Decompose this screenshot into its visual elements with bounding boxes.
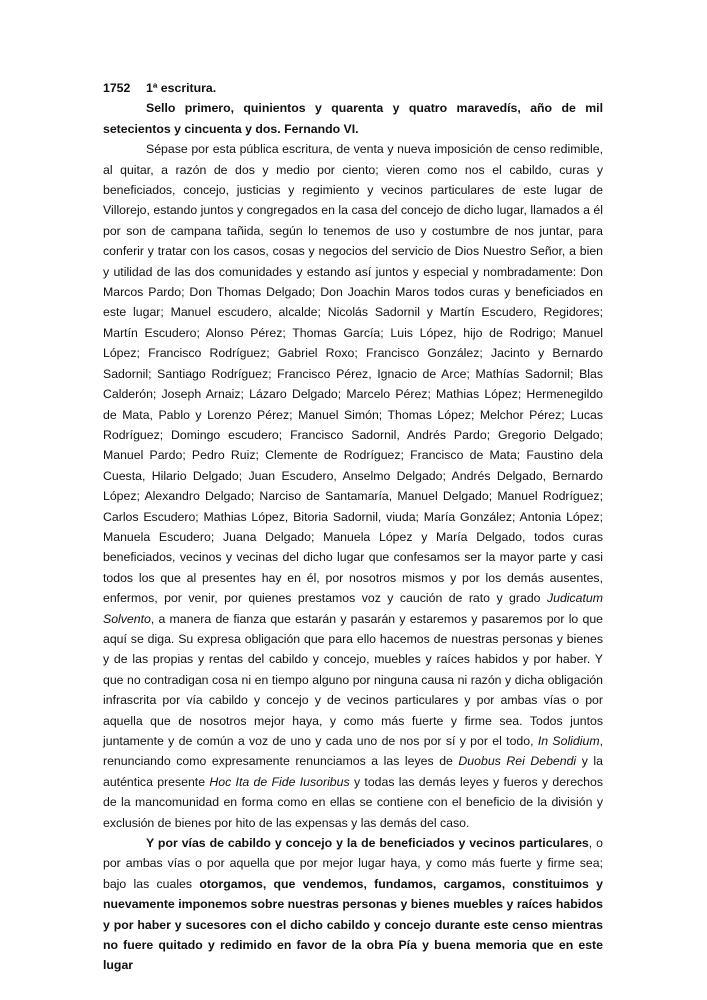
deed-body-text-5: y todas las demás leyes y fueros y derechos de la mancomunidad en forma como en ellas se contiene con el beneficio de la división y exclusión de bienes por hito de las expensas y las demás del caso. — [103, 774, 604, 830]
latin-judicatum-solvento: Judicatum Solvento — [103, 591, 603, 626]
paragraph-grant — [103, 833, 603, 976]
grant-text-1: , o por ambas vías o por aquella que por mejor lugar haya, y como más fuerte y firme sea; bajo las cuales — [103, 836, 603, 891]
latin-hoc-ita-de-fide: Hoc Ita de Fide Iusoribus — [209, 774, 350, 789]
deed-label: 1ª escritura. — [146, 81, 217, 95]
deed-body-text-1: Sépase por esta pública escritura, de venta y nueva imposición de censo redimible, al quitar, a razón de dos y medio por ciento; vieren como nos el cabildo, curas y beneficiados, concejo, justicias y regimiento y vecinos particulares de este lugar de Villorejo, estando juntos y congregados en la casa del concejo de dicho lugar, llamados a él por son de campana tañida, según lo tenemos de uso y costumbre de nos juntar, para conferir y tratar con los casos, cosas y negocios del servicio de Dios Nuestro Señor, a bien y utilidad de las dos comunidades y estando así juntos y especial y nombradamente: Don Marcos Pardo; Don Thomas Delgado; Don Joachin Maros todos curas y beneficiados en este lugar; Manuel escudero, alcalde; Nicolás Sadornil y Martín Escudero, Regidores; Martín Escudero; Alonso Pérez; Thomas García; Luis López, hijo de Rodrigo; Manuel López; Francisco Rodríguez; Gabriel Roxo; Francisco González; Jacinto y Bernardo Sadornil; Santiago Rodríguez; Francisco Pérez, Ignacio de Arce; Mathías Sadornil; Blas Calderón; Joseph Arnaiz; Lázaro Delgado; Marcelo Pérez; Mathias López; Hermenegildo de Mata, Pablo y Lorenzo Pérez; Manuel Simón; Thomas López; Melchor Pérez; Lucas Rodríguez; Domingo escudero; Francisco Sadornil, Andrés Pardo; Gregorio Delgado; Manuel Pardo; Pedro Ruiz; Clemente de Rodríguez; Francisco de Mata; Faustino dela Cuesta, Hilario Delgado; Juan Escudero, Anselmo Delgado; Andrés Delgado, Bernardo López; Alexandro Delgado; Narciso de Santamaría, Manuel Delgado; Manuel Rodríguez; Carlos Escudero; Mathias López, Bitoria Sadornil, viuda; María González; Antonia López; Manuela Escudero; Juana Delgado; Manuela López y María Delgado, todos curas beneficiados, vecinos y vecinas del dicho lugar que confesamos ser la mayor parte y casi todos los que al presentes hay en él, por nosotros mismos y por los demás ausentes, enfermos, por venir, por quienes prestamos voz y caución de rato y grado — [103, 142, 603, 606]
latin-in-solidium: In Solidium — [537, 734, 600, 748]
latin-duobus-rei-debendi: Duobus Rei Debendi — [458, 754, 577, 769]
document-year: 1752 — [103, 81, 131, 95]
document-page — [103, 78, 603, 976]
seal-paragraph: Sello primero, quinientos y quarenta y quatro maravedís, año de mil setecientos y cincuenta y dos. Fernando VI. — [103, 101, 603, 136]
deed-body-text-3: , renunciando como expresamente renunciamos a las leyes de — [103, 734, 603, 769]
deed-body-text-2: , a manera de fianza que estarán y pasarán y estaremos y pasaremos por lo que aquí se diga. Su expresa obligación que para ello hacemos de nuestras personas y bienes y de las propias y rentas del cabildo y concejo, muebles y raíces habidos y por haber. Y que no contradigan cosa ni en tiempo alguno por ninguna causa ni razón y dicha obligación infrascrita por vía cabildo y concejo y de vecinos particulares y por ambas vías o por aquella que de nosotros mejor haya, y como más fuerte y firme sea. Todos juntos juntamente y de común a voz de uno y cada uno de nos por sí y por el todo, — [103, 611, 603, 748]
grant-bold-text-2: otorgamos, que vendemos, fundamos, cargamos, constituimos y nuevamente imponemos sobre nuestras personas y bienes muebles y raíces habidos y por haber y sucesores con el dicho cabildo y concejo durante este censo mientras no fuere quitado y redimido en favor de la obra Pía y buena memoria que en este lugar — [103, 876, 603, 973]
paragraph-deed-body — [103, 139, 603, 833]
grant-bold-text-1: Y por vías de cabildo y concejo y la de beneficiados y vecinos particulares — [146, 836, 589, 851]
deed-body-text-4: y la auténtica presente — [103, 754, 603, 789]
document-heading — [103, 78, 603, 98]
